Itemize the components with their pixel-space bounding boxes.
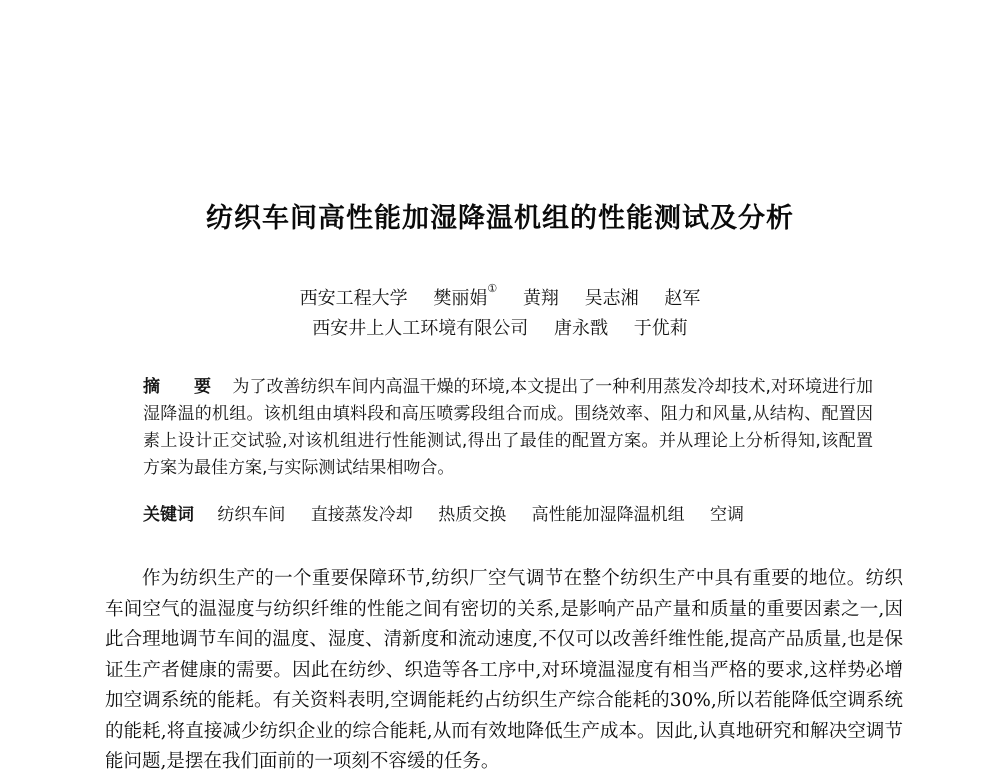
body-text	[105, 564, 903, 778]
author-3: 吴志湘	[584, 288, 639, 309]
keyword-item: 高性能加湿降温机组	[531, 505, 685, 525]
keywords	[143, 500, 873, 525]
abstract	[143, 374, 873, 482]
abstract-text: 为了改善纺织车间内高温干燥的环境,本文提出了一种利用蒸发冷却技术,对环境进行加湿降温的机组。该机组由填料段和高压喷雾段组合而成。围绕效率、阻力和风量,从结构、配置因素上设计正交试验,对该机组进行性能测试,得出了最佳的配置方案。并从理论上分析得知,该配置方案为最佳方案,与实际测试结果相吻合。	[143, 377, 874, 478]
keyword-item: 直接蒸发冷却	[310, 505, 413, 525]
author-2: 黄翔	[522, 288, 559, 309]
author-6: 于优莉	[633, 318, 688, 339]
keywords-label: 关键词	[143, 505, 194, 525]
author-line-1	[0, 284, 1000, 310]
keyword-item: 纺织车间	[217, 505, 286, 525]
affiliation-1: 西安工程大学	[299, 288, 408, 309]
abstract-label: 摘 要	[143, 377, 225, 397]
footnote-mark: ①	[487, 282, 498, 295]
paper-title: 纺织车间高性能加湿降温机组的性能测试及分析	[206, 203, 794, 234]
body-paragraph: 作为纺织生产的一个重要保障环节,纺织厂空气调节在整个纺织生产中具有重要的地位。纺织车间空气的温湿度与纺织纤维的性能之间有密切的关系,是影响产品产量和质量的重要因素之一,因此合理地调节车间的温度、湿度、清新度和流动速度,不仅可以改善纤维性能,提高产品质量,也是保证生产者健康的需要。因此在纺纱、织造等各工序中,对环境温湿度有相当严格的要求,这样势必增加空调系统的能耗。有关资料表明,空调能耗约占纺织生产综合能耗的30%,所以若能降低空调系统的能耗,将直接减少纺织企业的综合能耗,从而有效地降低生产成本。因此,认真地研究和解决空调节能问题,是摆在我们面前的一项刻不容缓的任务。	[105, 568, 903, 772]
keyword-item: 空调	[710, 505, 745, 525]
author-1-name: 樊丽娟	[433, 288, 488, 309]
author-5: 唐永戬	[554, 318, 608, 339]
keyword-item: 热质交换	[438, 505, 507, 525]
author-4: 赵军	[664, 288, 701, 309]
author-line-2	[0, 314, 1000, 340]
affiliation-2: 西安井上人工环境有限公司	[312, 318, 529, 339]
author-1	[433, 284, 497, 310]
